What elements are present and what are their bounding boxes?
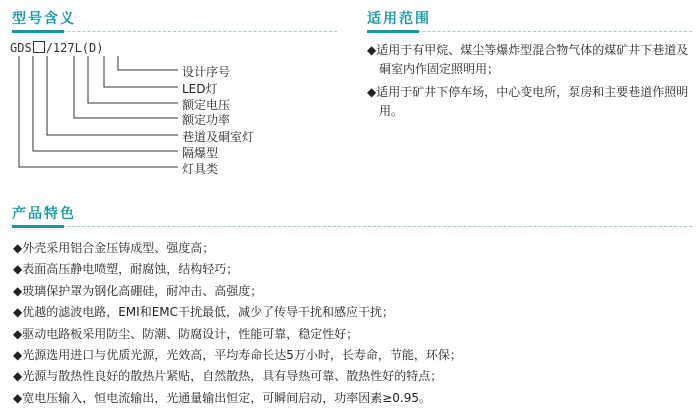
feature-item: ◆驱动电路板采用防尘、防潮、防腐设计，性能可靠，稳定性好； xyxy=(13,326,359,341)
feature-item: ◆优越的滤波电路，EMI和EMC干扰最低，减少了传导干扰和感应干扰； xyxy=(13,305,395,320)
feature-item: ◆外壳采用铝合金压铸成型、强度高； xyxy=(13,241,215,255)
scope-list xyxy=(367,41,697,125)
model-code-prefix: GDS xyxy=(10,41,32,55)
tree-label-explosion-proof: 隔爆型 xyxy=(182,146,219,160)
feature-item: ◆宽电压输入，恒电流输出，光通量输出恒定，可瞬间启动，功率因素≥0.95。 xyxy=(13,390,432,405)
scope-section-title: 适用范围 xyxy=(367,11,431,27)
scope-item: ◆适用于有甲烷、煤尘等爆炸型混合物气体的煤矿井下巷道及硐室内作固定照明用； xyxy=(367,43,689,76)
tree-label-led: LED灯 xyxy=(182,82,218,96)
model-section-title: 型号含义 xyxy=(12,11,76,27)
scope-item: ◆适用于矿井下停车场，中心变电所，泵房和主要巷道作照明用。 xyxy=(367,85,689,118)
tree-label-design-no: 设计序号 xyxy=(182,65,231,79)
tree-label-power: 额定功率 xyxy=(182,113,231,127)
model-code-suffix: /127L(D) xyxy=(45,41,104,55)
features-list xyxy=(13,238,462,409)
feature-item: ◆光源选用进口与优质光源，光效高，平均寿命长达5万小时，长寿命，节能，环保； xyxy=(13,348,462,363)
features-section-title: 产品特色 xyxy=(12,206,76,222)
scope-section-rule xyxy=(367,31,692,32)
tree-label-roadway: 巷道及硐室灯 xyxy=(182,130,255,144)
feature-item: ◆表面高压静电喷塑，耐腐蚀，结构轻巧； xyxy=(13,262,239,277)
feature-item: ◆光源与散热性良好的散热片紧贴，自然散热，具有导热可靠、散热性好的特点； xyxy=(13,369,443,384)
features-section-rule xyxy=(12,226,692,227)
feature-item: ◆玻璃保护罩为钢化高硼硅，耐冲击、高强度； xyxy=(13,283,263,298)
tree-label-voltage: 额定电压 xyxy=(182,98,231,112)
tree-label-lamp-class: 灯具类 xyxy=(182,162,219,176)
